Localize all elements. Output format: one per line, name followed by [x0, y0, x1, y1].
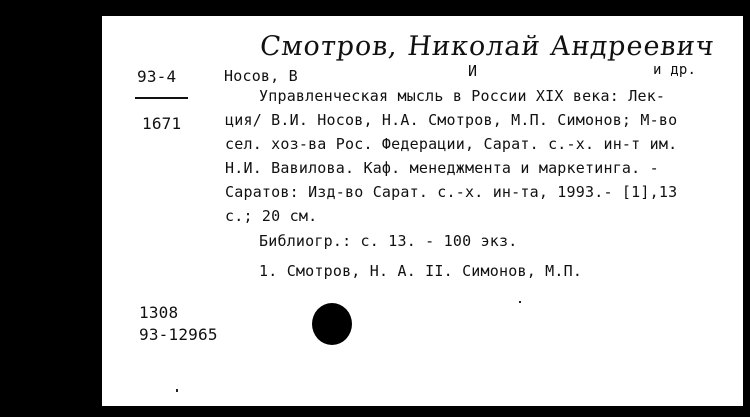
- header-initial: И: [468, 62, 478, 80]
- index-entries: 1. Смотров, Н. А. II. Симонов, М.П.: [259, 262, 583, 280]
- card-punch-hole: [312, 303, 352, 345]
- body-line-4: Н.И. Вавилова. Каф. менеджмента и маркетинга. -: [225, 159, 659, 177]
- scan-left-edge: [0, 0, 16, 417]
- header-author: Носов, В: [224, 67, 298, 85]
- header-etal: и др.: [653, 62, 697, 78]
- shelf-mark: 93-4: [137, 67, 177, 86]
- scan-speck: [176, 389, 178, 392]
- body-line-6: с.; 20 см.: [225, 207, 318, 225]
- bottom-number-2: 93-12965: [139, 325, 218, 344]
- card-number: 1671: [142, 114, 182, 133]
- body-line-1: Управленческая мысль в России XIX века: Лек-: [259, 87, 666, 105]
- bibliography-note: Библиогр.: с. 13. - 100 экз.: [259, 232, 518, 250]
- body-line-5: Саратов: Изд-во Сарат. с.-х. ин-та, 1993.- [1],13: [225, 183, 678, 201]
- body-line-3: сел. хоз-ва Рос. Федерации, Сарат. с.-х. ин-т им.: [225, 135, 678, 153]
- scan-speck: [519, 301, 521, 303]
- catalog-card: [102, 16, 743, 406]
- bottom-number-1: 1308: [139, 303, 179, 322]
- handwritten-heading: Смотров, Николай Андреевич: [258, 31, 717, 62]
- shelf-mark-divider: [135, 97, 188, 99]
- body-line-2: ция/ В.И. Носов, Н.А. Смотров, М.П. Симонов; М-во: [225, 111, 678, 129]
